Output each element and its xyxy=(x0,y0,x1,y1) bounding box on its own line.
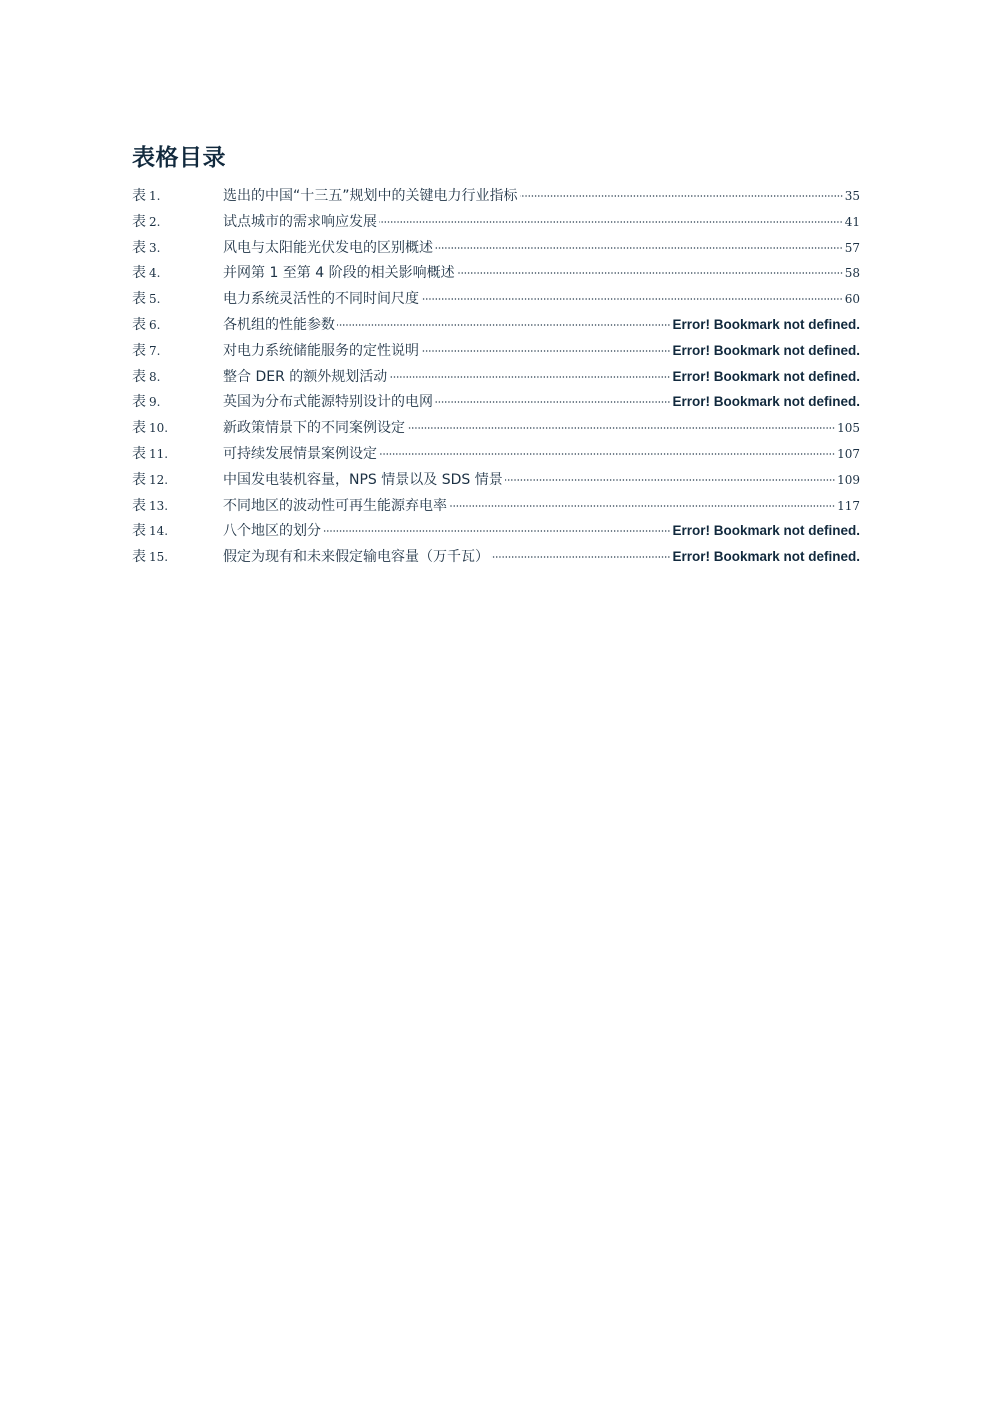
toc-entry-number: 2. xyxy=(149,214,161,229)
toc-entry[interactable] xyxy=(132,340,860,366)
table-of-tables xyxy=(132,185,860,572)
toc-entry-label xyxy=(132,495,223,515)
toc-entry-page-number: 41 xyxy=(844,214,860,229)
toc-entry-label-word: 表 xyxy=(132,188,146,204)
toc-entry-error-text: Error! Bookmark not defined. xyxy=(672,316,860,332)
toc-entry-label xyxy=(132,366,223,386)
toc-entry-label-word: 表 xyxy=(132,291,146,308)
toc-entry-page-number: 105 xyxy=(837,421,860,436)
toc-entry[interactable] xyxy=(132,237,860,263)
dot-leader xyxy=(457,272,843,274)
dot-leader xyxy=(337,324,670,326)
dot-leader xyxy=(505,479,835,481)
toc-entry-label xyxy=(132,314,223,334)
toc-entry-label xyxy=(132,520,223,540)
toc-entry[interactable] xyxy=(132,391,860,417)
toc-entry-error-text: Error! Bookmark not defined. xyxy=(672,394,860,410)
toc-entry-label-word: 表 xyxy=(132,342,146,359)
toc-entry[interactable] xyxy=(132,314,860,340)
dot-leader xyxy=(435,247,843,249)
toc-entry-number: 6. xyxy=(149,317,161,332)
dot-leader xyxy=(449,505,835,507)
toc-entry-page-number: 57 xyxy=(844,240,860,255)
dot-leader xyxy=(379,221,843,223)
toc-entry-error-text: Error! Bookmark not defined. xyxy=(672,342,860,358)
dot-leader xyxy=(421,298,843,300)
toc-entry-label-word: 表 xyxy=(132,394,146,411)
toc-entry-number: 15. xyxy=(149,550,169,565)
toc-entry-label xyxy=(132,237,223,257)
toc-entry-label xyxy=(132,185,223,205)
toc-entry-label-word: 表 xyxy=(132,445,146,462)
toc-entry-title: 新政策情景下的不同案例设定 xyxy=(223,420,405,437)
toc-entry-title: 风电与太阳能光伏发电的区别概述 xyxy=(223,239,433,256)
toc-entry-title: 可持续发展情景案例设定 xyxy=(223,445,377,462)
toc-entry[interactable] xyxy=(132,469,860,495)
toc-entry[interactable] xyxy=(132,546,860,572)
toc-entry-title: 对电力系统储能服务的定性说明 xyxy=(223,342,419,359)
toc-entry-label-word: 表 xyxy=(132,420,146,437)
toc-entry-page-number: 58 xyxy=(844,266,860,281)
toc-entry-title: 假定为现有和未来假定输电容量（万千瓦） xyxy=(223,549,489,566)
toc-entry[interactable] xyxy=(132,366,860,392)
toc-entry-title: 整合 DER 的额外规划活动 xyxy=(223,368,388,385)
toc-entry-label-word: 表 xyxy=(132,368,146,385)
toc-entry-label xyxy=(132,391,223,411)
toc-entry-error-text: Error! Bookmark not defined. xyxy=(672,368,860,384)
toc-entry[interactable] xyxy=(132,185,860,211)
toc-entry[interactable] xyxy=(132,211,860,237)
toc-entry[interactable] xyxy=(132,520,860,546)
dot-leader xyxy=(379,453,835,455)
toc-entry-title: 试点城市的需求响应发展 xyxy=(223,213,377,230)
toc-entry-number: 1. xyxy=(149,189,161,203)
toc-entry-label xyxy=(132,211,223,231)
toc-entry-error-text: Error! Bookmark not defined. xyxy=(672,523,860,539)
toc-entry-label xyxy=(132,288,223,308)
toc-entry-title: 并网第 1 至第 4 阶段的相关影响概述 xyxy=(223,265,455,282)
toc-entry-page-number: 35 xyxy=(844,189,860,203)
dot-leader xyxy=(520,195,843,197)
page-title: 表格目录 xyxy=(132,145,226,171)
toc-entry-number: 12. xyxy=(149,472,169,487)
toc-entry-label xyxy=(132,443,223,463)
toc-entry-label xyxy=(132,262,223,282)
toc-entry-error-text: Error! Bookmark not defined. xyxy=(672,549,860,565)
toc-entry-number: 10. xyxy=(149,421,169,436)
dot-leader xyxy=(389,376,670,378)
dot-leader xyxy=(421,350,670,352)
toc-entry-number: 13. xyxy=(149,498,169,513)
dot-leader xyxy=(407,427,835,429)
toc-entry-number: 7. xyxy=(149,343,161,358)
toc-entry-label xyxy=(132,417,223,437)
toc-entry-number: 14. xyxy=(149,524,169,539)
toc-entry-page-number: 109 xyxy=(837,472,860,487)
toc-entry[interactable] xyxy=(132,417,860,443)
dot-leader xyxy=(435,401,670,403)
toc-entry-title: 中国发电装机容量，NPS 情景以及 SDS 情景 xyxy=(223,471,503,488)
toc-entry-number: 4. xyxy=(149,266,161,281)
toc-entry-label-word: 表 xyxy=(132,213,146,230)
toc-entry-title: 英国为分布式能源特别设计的电网 xyxy=(223,394,433,411)
toc-entry-label xyxy=(132,340,223,360)
toc-entry-label-word: 表 xyxy=(132,549,146,566)
toc-entry-label-word: 表 xyxy=(132,239,146,256)
toc-entry-title: 八个地区的划分 xyxy=(223,523,321,540)
toc-entry-number: 9. xyxy=(149,395,161,410)
toc-entry-title: 不同地区的波动性可再生能源弃电率 xyxy=(223,497,447,514)
dot-leader xyxy=(323,530,670,532)
toc-entry-number: 3. xyxy=(149,240,161,255)
toc-entry-number: 11. xyxy=(149,446,169,461)
toc-entry-page-number: 107 xyxy=(837,446,860,461)
toc-entry[interactable] xyxy=(132,495,860,521)
toc-entry-number: 5. xyxy=(149,292,161,307)
toc-entry-number: 8. xyxy=(149,369,161,384)
dot-leader xyxy=(491,556,670,558)
toc-entry-title: 选出的中国“十三五”规划中的关键电力行业指标 xyxy=(223,188,518,204)
toc-entry-title: 各机组的性能参数 xyxy=(223,316,335,333)
toc-entry-label xyxy=(132,469,223,489)
toc-entry-label-word: 表 xyxy=(132,471,146,488)
toc-entry[interactable] xyxy=(132,262,860,288)
toc-entry-label xyxy=(132,546,223,566)
toc-entry-title: 电力系统灵活性的不同时间尺度 xyxy=(223,291,419,308)
toc-entry[interactable] xyxy=(132,443,860,469)
toc-entry[interactable] xyxy=(132,288,860,314)
toc-entry-label-word: 表 xyxy=(132,523,146,540)
toc-entry-label-word: 表 xyxy=(132,316,146,333)
toc-entry-page-number: 117 xyxy=(837,498,860,513)
toc-entry-label-word: 表 xyxy=(132,265,146,282)
toc-entry-label-word: 表 xyxy=(132,497,146,514)
toc-entry-page-number: 60 xyxy=(844,292,860,307)
